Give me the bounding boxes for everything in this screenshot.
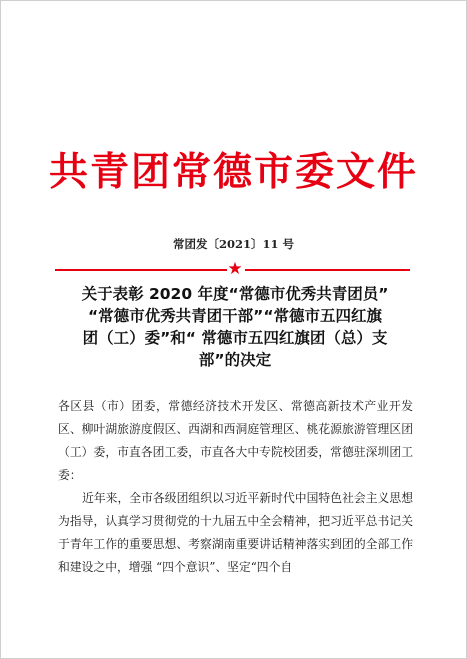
red-star-icon: ★ [227,259,243,279]
document-header-title: 共青团常德市委文件 [48,150,418,195]
title-line-2: “常德市优秀共青团干部”“常德市五四红旗 [87,307,383,325]
body-paragraph-1: 近年来，全市各级团组织以习近平新时代中国特色社会主义思想为指导，认真学习贯彻党的十九届五中全会精神，把习近平总书记关于青年工作的重要思想、考察湖南重要讲话精神落实到团的全部工作和建设之中，增强 “四个意识”、坚定“四个自 [58,491,413,574]
addressees-paragraph: 各区县（市）团委，常德经济技术开发区、常德高新技术产业开发区、柳叶湖旅游度假区、西湖和西洞庭管理区、桃花源旅游管理区团（工）委，市直各团工委，市直各大中专院校团委，常德驻深圳团工委： [58,399,413,482]
title-line-4: 部”的决定 [198,351,272,369]
red-divider-left [55,269,227,271]
title-line-3: 团（工）委”和“ 常德市五四红旗团（总）支 [82,329,388,347]
document-title [55,283,415,371]
document-number: 常团发〔2021〕11 号 [172,237,294,251]
title-line-1: 关于表彰 2020 年度“常德市优秀共青团员” [81,285,389,303]
red-divider-right [245,269,410,271]
